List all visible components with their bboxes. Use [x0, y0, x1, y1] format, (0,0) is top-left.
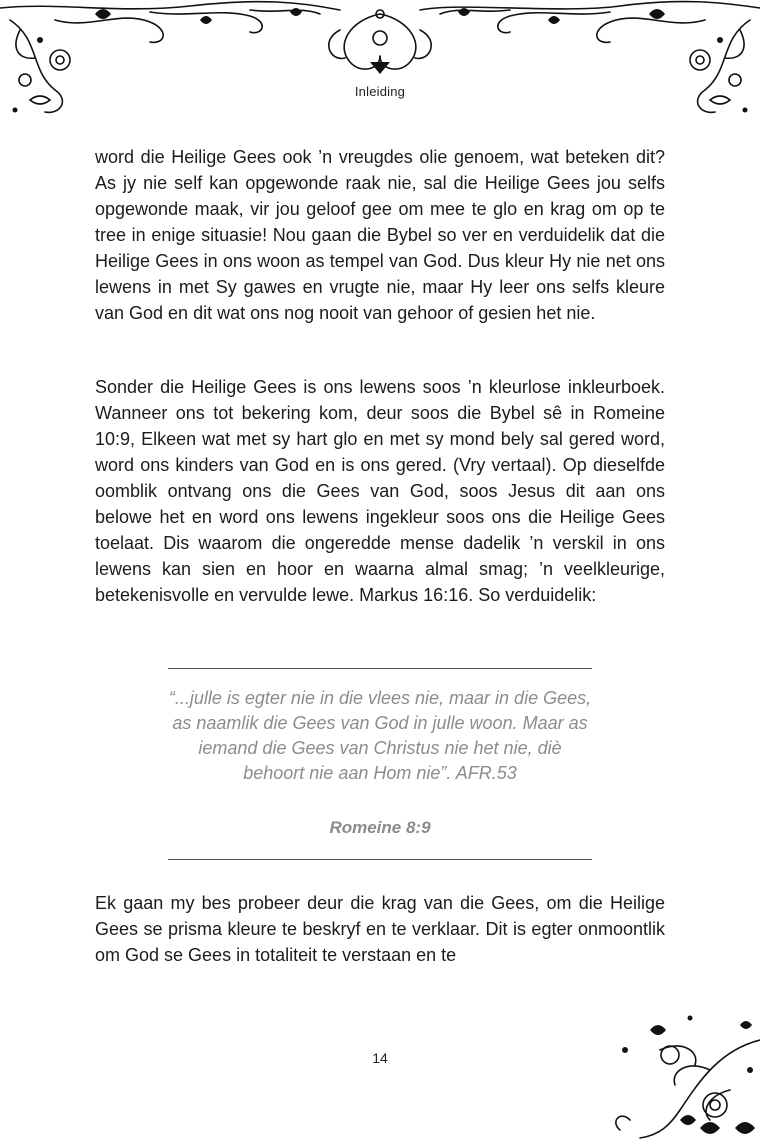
body-paragraph: word die Heilige Gees ook ’n vreugdes olie genoem, wat beteken dit? As jy nie self kan opgewonde raak nie, sal die Heilige Gees jou selfs opgewonde maak, vir jou geloof gee om mee te glo en krag om op te tree in enige situasie! Nou gaan die Bybel so ver en verduidelik dat die Heilige Gees in ons woon as tempel van God. Dus kleur Hy nie net ons lewens in met Sy gawes en vrugte nie, maar Hy leer ons selfs kleure van God en dit wat ons nog nooit van gehoor of gesien het nie. [95, 147, 665, 323]
floral-border-ornament-icon [0, 0, 760, 128]
scripture-quote: “...julle is egter nie in die vlees nie, maar in die Gees, as naamlik die Gees van God in julle woon. Maar as iemand die Gees van Christus nie het nie, diè behoort nie aan Hom nie”. AFR.53 [168, 688, 592, 783]
quote-top-rule [168, 668, 592, 669]
quote-bottom-rule [168, 859, 592, 860]
body-paragraph: Sonder die Heilige Gees is ons lewens soos ’n kleurlose inkleurboek. Wanneer ons tot bekering kom, deur soos die Bybel sê in Romeine 10:9, Elkeen wat met sy hart glo en met sy mond bely sal gered word, word ons kinders van God en is ons gered. (Vry vertaal). Op dieselfde oomblik ontvang ons die Gees van God, soos Jesus dit aan ons belowe het en word ons lewens ingekleur soos ons die Heilige Gees toelaat. Dis waarom die ongeredde mense dadelik ’n verskil in ons lewens kan sien en hoor en waarna almal smag; ’n veelkleurige, betekenisvolle en vervulde lewe. Markus 16:16. So verduidelik: [95, 377, 665, 605]
body-paragraph: Ek gaan my bes probeer deur die krag van die Gees, om die Heilige Gees se prisma kleure te beskryf en te verklaar. Dit is egter onmoontlik om God se Gees in totaliteit te verstaan en te [95, 893, 665, 965]
page-number: 14 [372, 1050, 388, 1066]
scripture-reference: Romeine 8:9 [329, 818, 431, 837]
running-header: Inleiding [354, 84, 406, 99]
floral-corner-ornament-icon [600, 1010, 760, 1140]
